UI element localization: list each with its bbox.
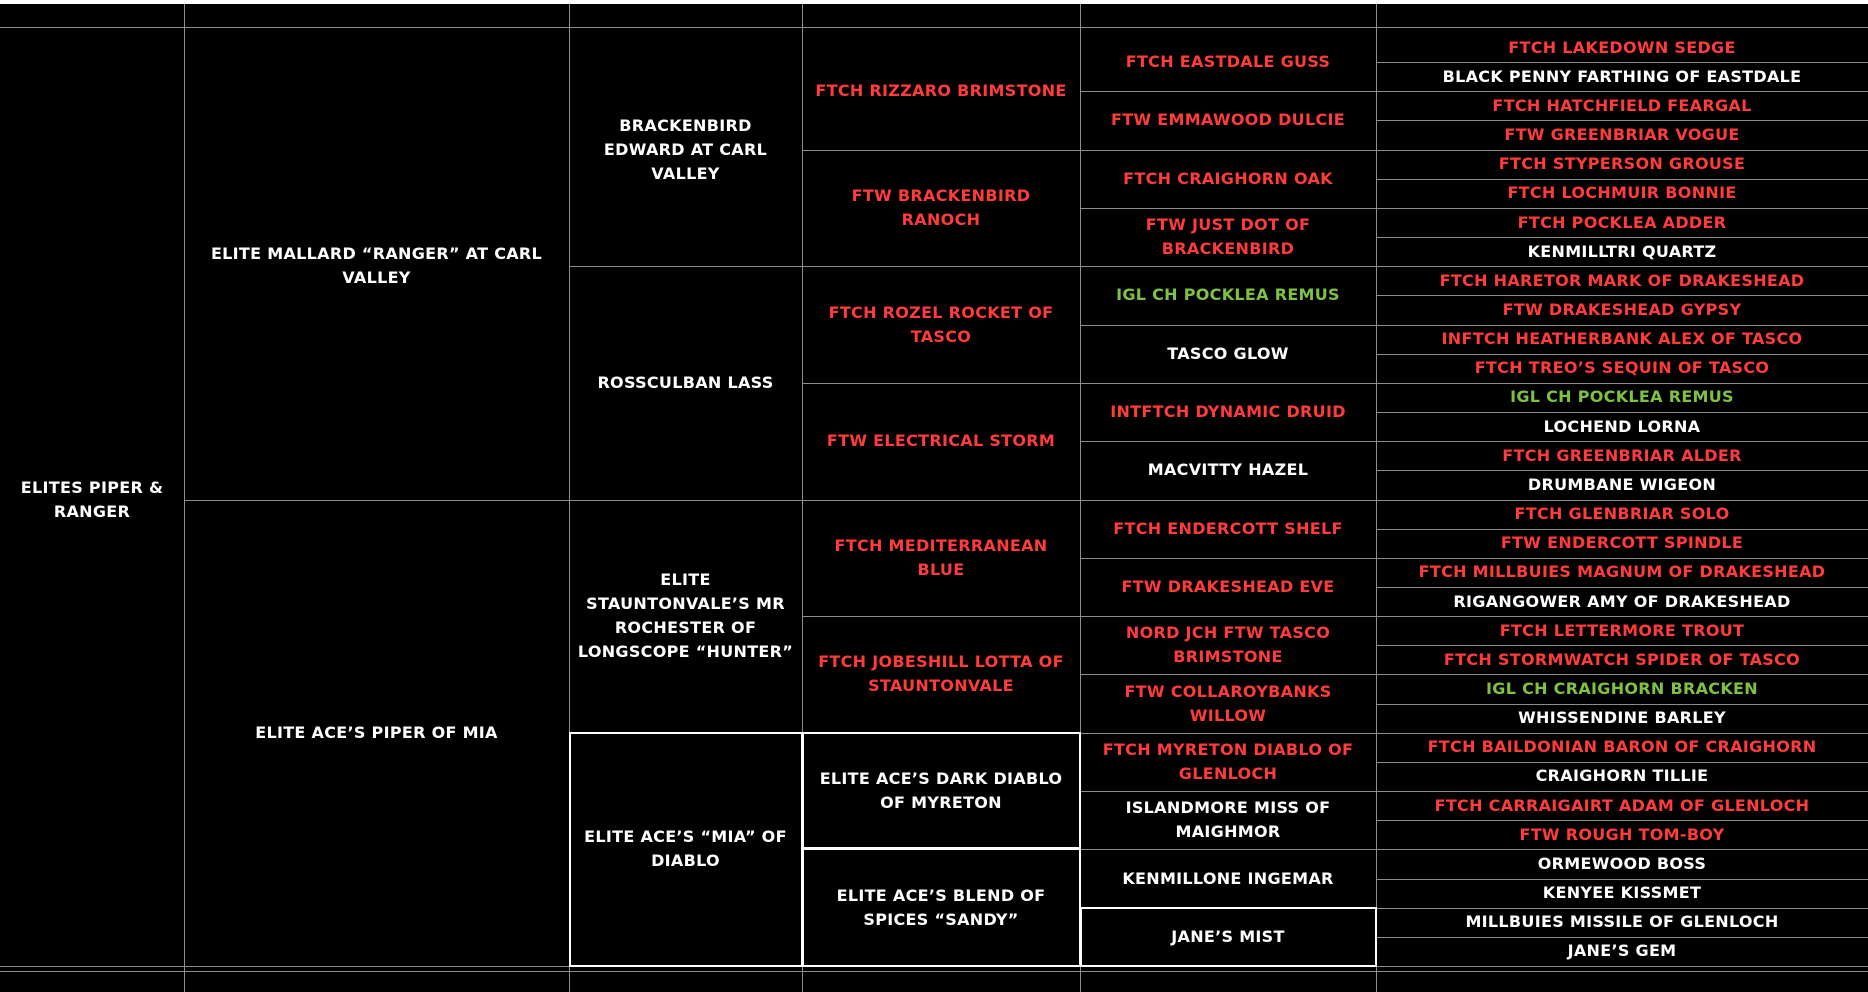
gen4-ancestor-cell [1080,441,1376,499]
gen5-ancestor-cell [1376,733,1868,762]
grandparent-cell [569,733,802,966]
gen4-ancestor-name: ISLANDMORE MISS OF MAIGHMOR [1125,798,1331,842]
great-grandparent-name: FTW BRACKENBIRD RANOCH [851,185,1031,229]
gen5-ancestor-name: BLACK PENNY FARTHING OF EASTDALE [1442,66,1802,86]
cell-divider [1376,150,1868,151]
gen4-ancestor-name: FTCH CRAIGHORN OAK [1123,168,1333,188]
gen5-ancestor-cell [1376,674,1868,703]
cell-divider [1376,587,1868,588]
gen5-ancestor-name: FTW ROUGH TOM-BOY [1519,824,1725,844]
gen5-ancestor-name: INFTCH HEATHERBANK ALEX OF TASCO [1441,329,1803,349]
cell-divider [569,733,802,734]
subject-cell [0,33,184,966]
great-grandparent-name: FTW ELECTRICAL STORM [826,431,1056,451]
gen5-ancestor-cell [1376,62,1868,91]
great-grandparent-name: FTCH JOBESHILL LOTTA OF STAUNTONVALE [818,652,1064,696]
cell-divider [1080,266,1376,267]
gen4-ancestor-name: KENMILLONE INGEMAR [1122,868,1334,888]
cell-divider [1080,849,1376,850]
great-grandparent-cell [802,849,1080,966]
gen5-ancestor-cell [1376,237,1868,266]
cell-divider [1376,62,1868,63]
great-grandparent-cell [802,150,1080,267]
cell-divider [1376,937,1868,938]
gen5-ancestor-cell [1376,704,1868,733]
cell-divider [1080,733,1376,734]
cell-divider [1376,325,1868,326]
gen5-ancestor-cell [1376,441,1868,470]
gen5-ancestor-cell [1376,762,1868,791]
gen5-ancestor-name: CRAIGHORN TILLIE [1535,766,1709,786]
gen5-ancestor-name: WHISSENDINE BARLEY [1518,708,1726,728]
cell-divider [1376,354,1868,355]
row-divider [0,27,1868,28]
gen5-ancestor-cell [1376,208,1868,237]
gen5-ancestor-name: FTW DRAKESHEAD GYPSY [1502,299,1742,319]
gen5-ancestor-cell [1376,325,1868,354]
cell-divider [1080,616,1376,617]
gen5-ancestor-cell [1376,179,1868,208]
cell-divider [1376,441,1868,442]
gen4-ancestor-cell [1080,91,1376,149]
great-grandparent-name: FTCH RIZZARO BRIMSTONE [815,81,1067,101]
gen5-ancestor-name: IGL CH POCKLEA REMUS [1510,387,1734,407]
gen4-ancestor-cell [1080,908,1376,966]
gen4-ancestor-name: FTCH MYRETON DIABLO OF GLENLOCH [1102,739,1354,783]
gen5-ancestor-cell [1376,383,1868,412]
parent-cell [184,500,569,967]
cell-divider [1080,674,1376,675]
grandparent-cell [569,266,802,499]
gen5-ancestor-name: FTCH BAILDONIAN BARON OF CRAIGHORN [1427,737,1817,757]
gen4-ancestor-cell [1080,500,1376,558]
gen5-ancestor-name: FTCH STYPERSON GROUSE [1498,154,1746,174]
gen4-ancestor-name: FTW COLLAROYBANKS WILLOW [1124,681,1332,725]
grandparent-cell [569,500,802,733]
gen5-ancestor-name: FTCH LAKEDOWN SEDGE [1508,37,1736,57]
cell-divider [1080,791,1376,792]
cell-divider [184,500,569,501]
gen5-ancestor-cell [1376,354,1868,383]
gen5-ancestor-name: FTCH CARRAIGAIRT ADAM OF GLENLOCH [1434,795,1810,815]
great-grandparent-cell [802,33,1080,150]
gen5-ancestor-cell [1376,33,1868,62]
cell-divider [1080,208,1376,209]
cell-divider [1376,500,1868,501]
great-grandparent-name: ELITE ACE’S DARK DIABLO OF MYRETON [819,769,1063,813]
gen4-ancestor-cell [1080,208,1376,266]
gen5-ancestor-cell [1376,529,1868,558]
gen5-ancestor-cell [1376,908,1868,937]
cell-divider [1376,120,1868,121]
cell-divider [569,266,802,267]
great-grandparent-cell [802,266,1080,383]
great-grandparent-name: ELITE ACE’S BLEND OF SPICES “SANDY” [836,885,1046,929]
grandparent-name: ELITE ACE’S “MIA” OF DIABLO [584,827,787,871]
gen5-ancestor-name: DRUMBANE WIGEON [1527,474,1717,494]
gen5-ancestor-name: IGL CH CRAIGHORN BRACKEN [1486,679,1758,699]
gen5-ancestor-name: LOCHEND LORNA [1543,416,1701,436]
cell-divider [1376,616,1868,617]
cell-divider [802,266,1080,267]
cell-divider [802,849,1080,850]
gen4-ancestor-cell [1080,266,1376,324]
gen4-ancestor-name: FTW EMMAWOOD DULCIE [1111,110,1345,130]
gen4-ancestor-cell [1080,325,1376,383]
grandparent-name: ROSSCULBAN LASS [597,372,774,392]
cell-divider [1376,237,1868,238]
parent-name: ELITE MALLARD “RANGER” AT CARL VALLEY [210,244,543,288]
cell-divider [1376,674,1868,675]
gen4-ancestor-cell [1080,733,1376,791]
cell-divider [1080,91,1376,92]
subject-name: ELITES PIPER & RANGER [20,477,164,521]
cell-divider [1376,558,1868,559]
cell-divider [1376,295,1868,296]
gen5-ancestor-name: FTCH POCKLEA ADDER [1517,212,1727,232]
cell-divider [1376,879,1868,880]
parent-cell [184,33,569,500]
great-grandparent-cell [802,616,1080,733]
gen5-ancestor-name: KENMILLTRI QUARTZ [1527,241,1717,261]
cell-divider [1376,908,1868,909]
gen5-ancestor-name: FTCH GREENBRIAR ALDER [1502,445,1742,465]
gen5-ancestor-name: KENYEE KISSMET [1542,883,1702,903]
cell-divider [1080,441,1376,442]
gen5-ancestor-cell [1376,616,1868,645]
cell-divider [1376,529,1868,530]
gen5-ancestor-cell [1376,295,1868,324]
gen5-ancestor-cell [1376,879,1868,908]
cell-divider [1080,908,1376,909]
cell-divider [1376,704,1868,705]
great-grandparent-name: FTCH MEDITERRANEAN BLUE [834,535,1048,579]
cell-divider [1080,150,1376,151]
cell-divider [1376,791,1868,792]
gen4-ancestor-cell [1080,616,1376,674]
cell-divider [1376,820,1868,821]
gen5-ancestor-cell [1376,791,1868,820]
gen4-ancestor-name: FTCH ENDERCOTT SHELF [1113,518,1343,538]
gen5-ancestor-cell [1376,849,1868,878]
gen5-ancestor-name: FTCH STORMWATCH SPIDER OF TASCO [1443,649,1801,669]
gen5-ancestor-cell [1376,266,1868,295]
gen5-ancestor-cell [1376,470,1868,499]
gen4-ancestor-name: IGL CH POCKLEA REMUS [1116,285,1340,305]
gen5-ancestor-cell [1376,587,1868,616]
cell-divider [1376,645,1868,646]
cell-divider [1376,733,1868,734]
gen5-ancestor-cell [1376,645,1868,674]
gen5-ancestor-cell [1376,91,1868,120]
gen4-ancestor-cell [1080,33,1376,91]
cell-divider [1376,91,1868,92]
parent-name: ELITE ACE’S PIPER OF MIA [255,722,498,742]
cell-divider [1080,383,1376,384]
cell-divider [1376,470,1868,471]
cell-divider [802,733,1080,734]
gen4-ancestor-cell [1080,849,1376,907]
gen5-ancestor-name: JANE’S GEM [1567,941,1677,961]
cell-divider [802,500,1080,501]
gen4-ancestor-cell [1080,674,1376,732]
gen5-ancestor-cell [1376,937,1868,966]
cell-divider [1080,558,1376,559]
gen5-ancestor-name: MILLBUIES MISSILE OF GLENLOCH [1465,912,1779,932]
gen5-ancestor-name: FTCH LETTERMORE TROUT [1499,620,1745,640]
cell-divider [1080,500,1376,501]
cell-divider [1080,325,1376,326]
gen4-ancestor-cell [1080,791,1376,849]
cell-divider [1376,208,1868,209]
gen5-ancestor-name: RIGANGOWER AMY OF DRAKESHEAD [1453,591,1791,611]
cell-divider [1376,383,1868,384]
grandparent-name: ELITE STAUNTONVALE’S MR ROCHESTER OF LONGSCOPE “HUNTER” [577,570,794,662]
gen5-ancestor-name: FTW ENDERCOTT SPINDLE [1500,533,1744,553]
cell-divider [1376,179,1868,180]
cell-divider [802,383,1080,384]
gen4-ancestor-name: FTW JUST DOT OF BRACKENBIRD [1145,215,1311,259]
great-grandparent-cell [802,733,1080,850]
gen5-ancestor-name: FTCH MILLBUIES MAGNUM OF DRAKESHEAD [1418,562,1826,582]
gen5-ancestor-name: FTCH GLENBRIAR SOLO [1514,504,1730,524]
gen4-ancestor-name: NORD JCH FTW TASCO BRIMSTONE [1125,623,1331,667]
gen4-ancestor-name: TASCO GLOW [1167,343,1289,363]
gen4-ancestor-name: FTCH EASTDALE GUSS [1125,52,1331,72]
gen5-ancestor-cell [1376,500,1868,529]
gen4-ancestor-cell [1080,558,1376,616]
row-divider [0,966,1868,967]
gen5-ancestor-cell [1376,412,1868,441]
top-border [0,0,1868,4]
gen5-ancestor-cell [1376,558,1868,587]
gen5-ancestor-name: ORMEWOOD BOSS [1537,853,1707,873]
grandparent-cell [569,33,802,266]
gen5-ancestor-name: FTW GREENBRIAR VOGUE [1504,125,1740,145]
gen5-ancestor-cell [1376,120,1868,149]
gen5-ancestor-cell [1376,150,1868,179]
cell-divider [569,500,802,501]
great-grandparent-cell [802,500,1080,617]
cell-divider [1376,762,1868,763]
gen4-ancestor-cell [1080,383,1376,441]
gen5-ancestor-name: FTCH LOCHMUIR BONNIE [1507,183,1737,203]
cell-divider [802,150,1080,151]
cell-divider [1376,412,1868,413]
gen5-ancestor-name: FTCH TREO’S SEQUIN OF TASCO [1474,358,1770,378]
great-grandparent-name: FTCH ROZEL ROCKET OF TASCO [828,302,1054,346]
cell-divider [1376,266,1868,267]
gen4-ancestor-name: MACVITTY HAZEL [1147,460,1309,480]
great-grandparent-cell [802,383,1080,500]
cell-divider [802,616,1080,617]
row-divider [0,971,1868,972]
gen4-ancestor-name: JANE’S MIST [1171,926,1285,946]
gen4-ancestor-name: INTFTCH DYNAMIC DRUID [1110,402,1346,422]
grandparent-name: BRACKENBIRD EDWARD AT CARL VALLEY [603,115,768,183]
gen4-ancestor-cell [1080,150,1376,208]
gen5-ancestor-name: FTCH HARETOR MARK OF DRAKESHEAD [1439,270,1805,290]
gen5-ancestor-cell [1376,820,1868,849]
gen5-ancestor-name: FTCH HATCHFIELD FEARGAL [1492,95,1752,115]
cell-divider [1376,849,1868,850]
gen4-ancestor-name: FTW DRAKESHEAD EVE [1121,576,1335,596]
